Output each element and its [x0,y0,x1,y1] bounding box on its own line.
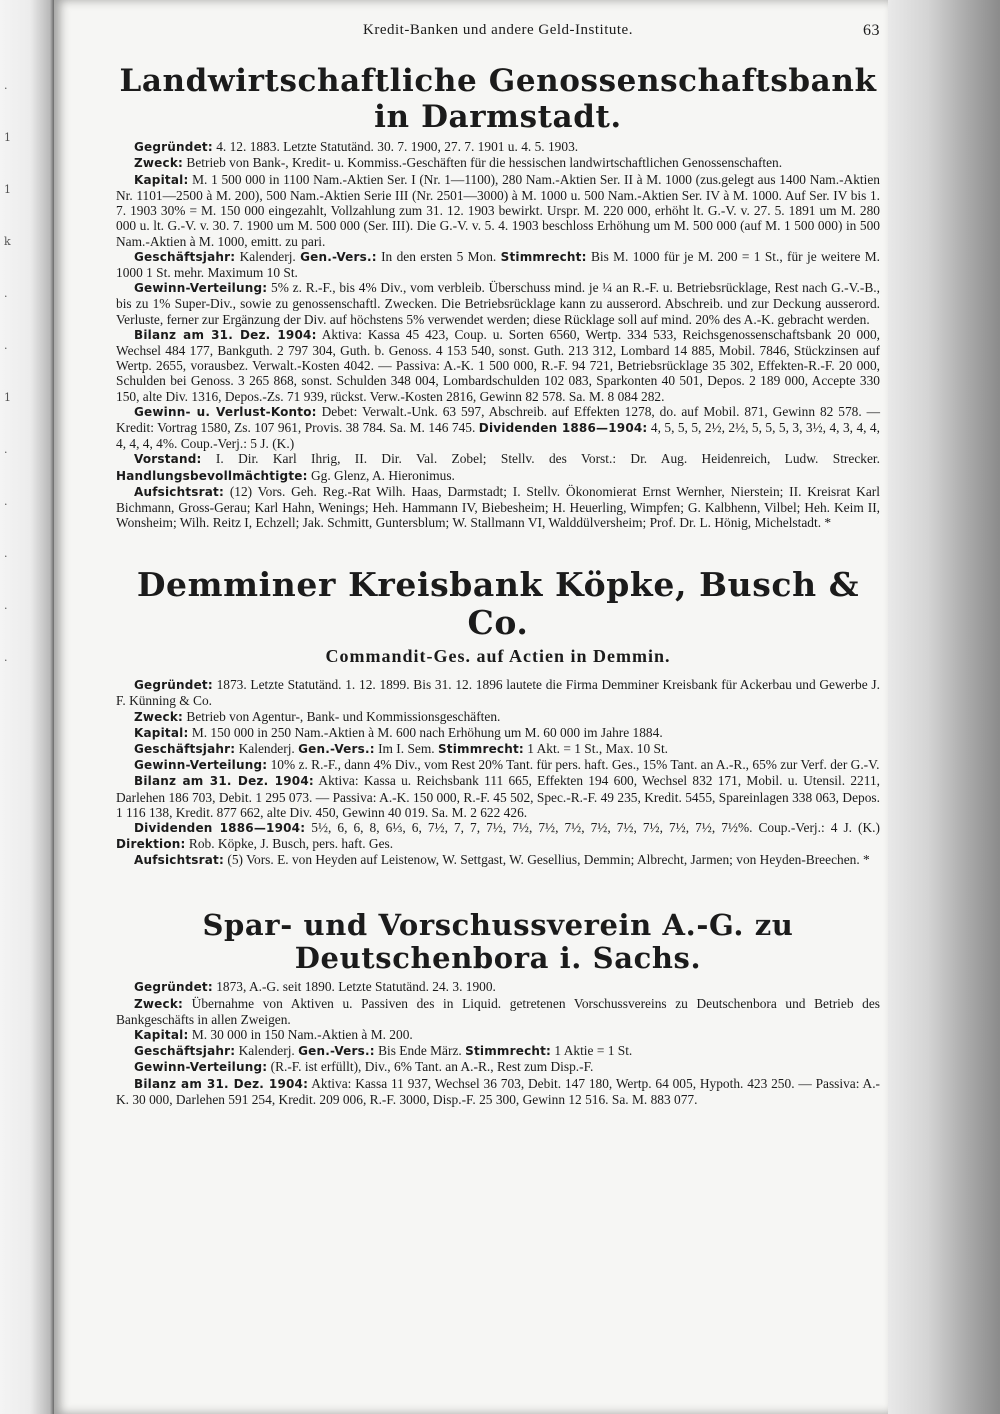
entry-paragraph [116,773,880,820]
entry-paragraph [116,451,880,483]
field-text: Kalenderj. [238,1043,295,1059]
entry-paragraph [116,1076,880,1107]
field-text: Gg. Glenz, A. Hieronimus. [310,467,455,483]
field-label: Aufsichtsrat: [134,484,224,499]
field-label: Gewinn-Verteilung: [134,281,268,296]
entry-title: Spar- und Vorschussverein A.-G. zu Deutschenbora i. Sachs. [202,907,794,976]
entry-paragraph [116,709,880,725]
field-label: Geschäftsjahr: [134,249,236,264]
entry-paragraph [116,1027,880,1043]
entry-paragraph [116,852,880,868]
field-label: Bilanz am 31. Dez. 1904: [134,327,317,342]
entry-paragraph [116,249,880,280]
field-label: Aufsichtsrat: [134,853,224,868]
field-label: Vorstand: [134,452,202,467]
field-text: 1873. Letzte Statutänd. 1. 12. 1899. Bis 31. 12. 1896 lautete die Firma Demminer Kreisbank für Ackerbau und Gewerbe J. F. Künning & Co. [116,677,880,709]
entry-paragraph [116,155,880,171]
field-label: Geschäftsjahr: [134,1044,236,1059]
field-label: Zweck: [134,156,184,171]
page-content [116,22,880,1137]
field-label: Direktion: [116,837,186,852]
entry-paragraph [116,172,880,249]
field-text: Im I. Sem. [378,741,435,757]
field-text: (5) Vors. E. von Heyden auf Leistenow, W. Settgast, W. Gesellius, Demmin; Albrecht, Jarmen; von Heyden-Breechen. * [227,852,870,868]
field-text: 1 Aktie = 1 St. [554,1043,633,1059]
field-text: 1873, A.-G. seit 1890. Letzte Statutänd. 24. 3. 1900. [216,979,496,995]
field-text: 4. 12. 1883. Letzte Statutänd. 30. 7. 1900, 27. 7. 1901 u. 4. 5. 1903. [216,139,579,155]
bank-entry [116,909,880,1107]
left-margin-strip [0,0,54,1414]
field-label: Zweck: [134,709,184,724]
field-label: Gewinn- u. Verlust-Konto: [134,404,317,419]
field-label: Gewinn-Verteilung: [134,758,268,773]
field-text: Betrieb von Agentur-, Bank- und Kommissionsgeschäften. [186,708,501,724]
field-text: Kalenderj. [238,741,295,757]
page-number: 63 [863,22,880,39]
field-label: Bilanz am 31. Dez. 1904: [134,1076,309,1091]
entry-paragraph [116,484,880,531]
field-text: M. 1 500 000 in 1100 Nam.-Aktien Ser. I (Nr. 1—1100), 280 Nam.-Aktien Ser. II à M. 1000 (zus.gelegt aus 1400 Nam.-Aktien Nr. 1101—2500 à M. 200), 500 Nam.-Aktien Serie III (Nr. 2501—3000) à M. 1000 u. 500 Nam.-Aktien Ser. IV à M. 1000. Auf Ser. IV bis 1. 7. 1903 30% = M. 150 000 eingezahlt, Vollzahlung zum 31. 12. 1903 bewirkt. Urspr. M. 220 000, erhöht lt. G.-V. v. 27. 5. 1891 um M. 280 000 u. lt. G.-V. v. 30. 7. 1900 um M. 500 000 (Ser. III). Die G.-V. v. 5. 4. 1903 beschloss Erhöhung um M. 500 000 (auf M. 1 500 000) in 500 Nam.-Aktien à M. 1000, emitt. zu pari. [116,171,880,249]
book-page [54,0,888,1414]
entry-title: Demminer Kreisbank Köpke, Busch & Co. [136,565,860,643]
field-text: In den ersten 5 Mon. [381,248,497,264]
bank-entry [116,64,880,530]
field-text: (12) Vors. Geh. Reg.-Rat Wilh. Haas, Darmstadt; I. Stellv. Ökonomierat Ernst Wernher, Nierstein; II. Kreisrat Karl Bichmann, Gross-Gerau; Karl Hahn, Wenings; Heh. Hammann IV, Biebesheim; H. Heuerling, Wimpfen; G. Kalbhenn, Vilbel; Heh. Keim II, Wonsheim; Wilh. Reitz I, Echzell; Jak. Schmitt, Guntersblum; W. Stallmann VI, Walddülversheim; Prof. Dr. L. Hönig, Michelstadt. * [116,483,880,531]
field-label: Kapital: [134,1027,189,1042]
field-text: Aktiva: Kassa 11 937, Wechsel 36 703, Debit. 147 180, Wertp. 64 005, Hypoth. 423 250. — Passiva: A.-K. 30 000, Darlehen 591 254, Kredit. 209 006, R.-F. 3000, Disp.-F. 25 300, Gewinn 12 516. Sa. M. 883 077. [116,1075,881,1107]
field-label: Handlungsbevollmächtigte: [116,468,308,483]
field-label: Zweck: [134,996,184,1011]
entry-paragraph [116,820,880,852]
field-text: 5½, 6, 6, 8, 6⅓, 6, 7½, 7, 7, 7½, 7½, 7½, 7½, 7½, 7½, 7½, 7½, 7½, 7½%. Coup.-Verj.: 4 J. (K.) [311,820,880,836]
entries-list [116,64,880,1107]
field-label: Stimmrecht: [500,249,587,264]
entry-paragraph [116,741,880,757]
field-text: I. Dir. Karl Ihrig, II. Dir. Val. Zobel; Stellv. des Vorst.: Dr. Aug. Heidenreich, Ludw. Strecker. [215,451,880,467]
field-label: Kapital: [134,725,189,740]
field-text: M. 30 000 in 150 Nam.-Aktien à M. 200. [191,1026,413,1042]
field-label: Gegründet: [134,980,213,995]
field-text: Betrieb von Bank-, Kredit- u. Kommiss.-Geschäften für die hessischen landwirtschaftlichen Genossenschaften. [186,155,783,171]
field-text: 1 Akt. = 1 St., Max. 10 St. [527,741,669,757]
entry-paragraph [116,1059,880,1075]
field-text: Übernahme von Aktiven u. Passiven des in Liquid. getretenen Vorschussvereins zu Deutschenbora und Betrieb des Bankgeschäfts in allen Zweigen. [116,995,880,1027]
entry-paragraph [116,280,880,327]
field-label: Kapital: [134,172,189,187]
field-text: Bis Ende März. [378,1043,462,1059]
field-text: 10% z. R.-F., dann 4% Div., vom Rest 20% Tant. für pers. haft. Ges., 15% Tant. an A.-R., 65% zur Verf. der G.-V. [270,757,880,773]
entry-title: Landwirtschaftliche Genossenschaftsbank in Darmstadt. [119,63,877,135]
bank-entry [116,566,880,868]
field-text: Aktiva: Kassa 45 423, Coup. u. Sorten 6560, Wertp. 334 533, Reichsgenossenschaftsbank 20 000, Wechsel 484 177, Bankguth. 2 797 304, Guth. b. Genoss. 4 153 540, sonst. Guth. 213 312, Lombard 14 885, Mobil. 7846, Stückzinsen auf Wertp. 2655, vorausbez. Verwalt.-Kosten 4042. — Passiva: A.-K. 1 500 000, R.-F. 94 721, Betriebsrücklage 35 302, Effekten-R.-F. 20 000, Schulden bei Genoss. 3 265 868, sonst. Schulden 348 004, Lombardschulden 102 083, Sparkonten 40 501, Depos. 2 189 000, Accepte 330 150, alte Div. 1316, Depos.-Zs. 71 939, rückst. Verw.-Kosten 2816, Gewinn 82 578. Sa. M. 8 084 282. [116,326,880,404]
field-label: Gen.-Vers.: [298,1044,375,1059]
field-text: M. 150 000 in 250 Nam.-Aktien à M. 600 nach Erhöhung um M. 60 000 im Jahre 1884. [191,724,663,740]
entry-paragraph [116,677,880,708]
field-label: Gewinn-Verteilung: [134,1060,268,1075]
field-label: Geschäftsjahr: [134,742,236,757]
field-text: Bis M. 1000 für je M. 200 = 1 St., für je weitere M. 1000 1 St. mehr. Maximum 10 St. [116,248,880,280]
field-text: 5% z. R.-F., bis 4% Div., vom verbleib. Überschuss mind. je ¼ an R.-F. u. Betriebsrücklage, Rest nach G.-V.-B., bis zu 1% Super-Div., sowie zu genossenschaftl. Zwecken. Die Betriebsrücklage kann zu ausserord. Abschreib. und zur Deckung ausserord. Verluste, ferner zur Ergänzung der Div. auf höchstens 5% verwendet werden; diese Rücklage soll auf mind. 20% des A.-K. gebracht werden. [116,280,880,327]
entry-paragraph [116,404,880,452]
field-label: Gegründet: [134,678,213,693]
field-label: Gen.-Vers.: [298,742,375,757]
entry-paragraph [116,139,880,155]
field-label: Stimmrecht: [465,1044,552,1059]
field-text: Rob. Köpke, J. Busch, pers. haft. Ges. [188,836,394,852]
field-text: 4, 5, 5, 5, 2½, 2½, 5, 5, 5, 3, 3½, 4, 3, 4, 4, 4, 4, 4, 4%. Coup.-Verj.: 5 J. (K.) [116,419,880,452]
field-text: (R.-F. ist erfüllt), Div., 6% Tant. an A.-R., Rest zum Disp.-F. [270,1059,594,1075]
field-label: Stimmrecht: [437,742,524,757]
margin-marks: . 1 1 k . . 1 . . . . . [4,79,11,664]
right-page-edge [888,0,1000,1414]
field-text: Kalenderj. [239,248,296,264]
field-label: Bilanz am 31. Dez. 1904: [134,774,314,789]
entry-paragraph [116,725,880,741]
running-head [116,22,880,48]
entry-paragraph [116,327,880,404]
field-label: Dividenden 1886—1904: [134,821,306,836]
running-head-title: Kredit-Banken und andere Geld-Institute. [363,22,633,38]
field-text: Aktiva: Kassa u. Reichsbank 111 665, Effekten 194 600, Wechsel 832 171, Mobil. u. Utensil. 2211, Darlehen 186 703, Debit. 1 295 073. — Passiva: A.-K. 150 000, R.-F. 45 502, Spec.-R.-F. 49 235, Kredit. 5455, Spareinlagen 338 063, Depos. 1 116 138, Kredit. 877 662, alte Div. 450, Gewinn 40 019. Sa. M. 2 622 426. [116,773,880,820]
field-label: Dividenden 1886—1904: [478,420,648,435]
entry-subtitle: Commandit-Ges. auf Actien in Demmin. [325,646,671,667]
field-label: Gen.-Vers.: [300,249,377,264]
entry-paragraph [116,996,880,1027]
entry-paragraph [116,1043,880,1059]
entry-paragraph [116,757,880,773]
field-text: Debet: Verwalt.-Unk. 63 597, Abschreib. auf Effekten 1278, do. auf Mobil. 871, Gewinn 82 578. — Kredit: Vortrag 1580, Zs. 107 961, Provis. 38 784. Sa. M. 146 745. [116,403,880,435]
field-label: Gegründet: [134,140,213,155]
entry-paragraph [116,979,880,995]
